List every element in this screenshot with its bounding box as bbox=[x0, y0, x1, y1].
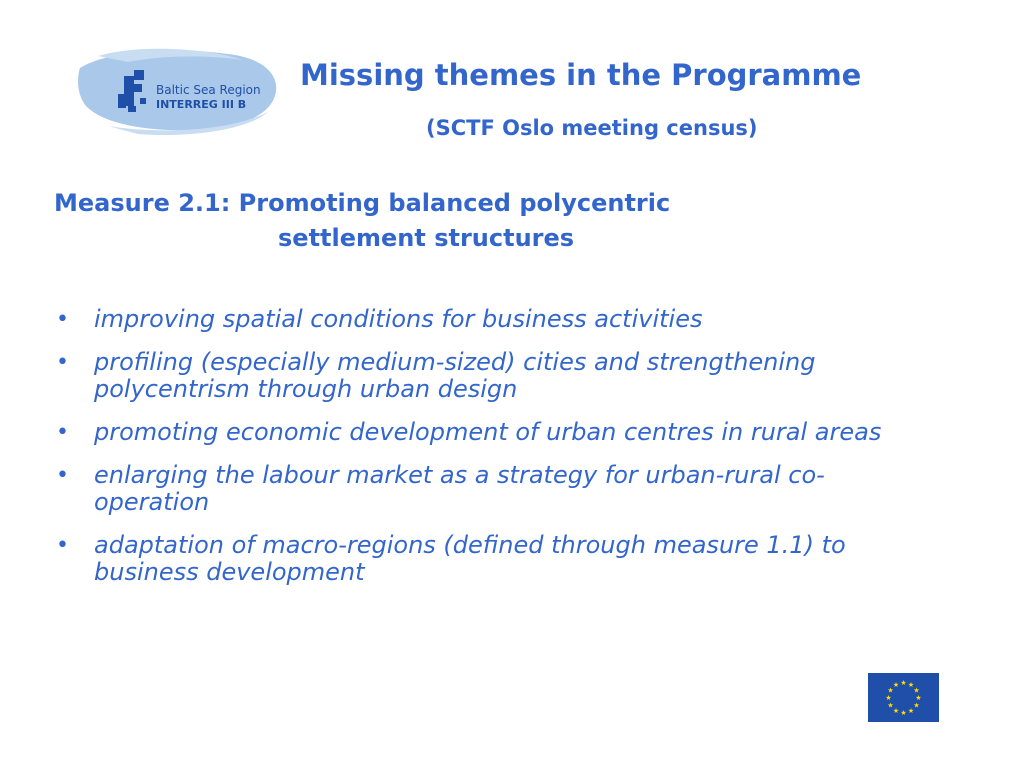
list-item bbox=[54, 349, 934, 403]
list-item-text: enlarging the labour market as a strategy for urban-rural co-operation bbox=[94, 461, 825, 516]
list-item bbox=[54, 419, 934, 446]
bullet-icon: • bbox=[56, 307, 69, 332]
list-item-text: adaptation of macro-regions (defined through measure 1.1) to business development bbox=[94, 531, 846, 586]
logo-text-line2: INTERREG III B bbox=[156, 98, 247, 111]
eu-star-icon: ★ bbox=[887, 686, 894, 695]
bullet-icon: • bbox=[56, 350, 69, 375]
eu-star-icon: ★ bbox=[900, 709, 907, 717]
eu-star-icon: ★ bbox=[887, 701, 894, 710]
baltic-sea-region-logo bbox=[78, 46, 283, 136]
eu-star-icon: ★ bbox=[913, 686, 920, 695]
eu-star-icon: ★ bbox=[907, 681, 915, 690]
eu-flag-icon bbox=[868, 673, 939, 722]
measure-heading bbox=[54, 186, 814, 256]
baltic-sea-region-logo-graphic bbox=[78, 46, 283, 136]
list-item-text: profiling (especially medium-sized) cities and strengthening polycentrism through urban design bbox=[94, 348, 816, 403]
list-item bbox=[54, 532, 934, 586]
list-item bbox=[54, 306, 934, 333]
list-item-text: promoting economic development of urban centres in rural areas bbox=[94, 418, 882, 446]
logo-text-line1: Baltic Sea Region bbox=[156, 83, 261, 97]
bullet-icon: • bbox=[56, 463, 69, 488]
list-item bbox=[54, 462, 934, 516]
measure-heading-line2: settlement structures bbox=[278, 224, 575, 252]
page-subtitle: (SCTF Oslo meeting census) bbox=[426, 116, 758, 140]
measure-heading-line1: Measure 2.1: Promoting balanced polycentric bbox=[54, 189, 671, 217]
page-title: Missing themes in the Programme bbox=[300, 58, 862, 92]
eu-star-icon: ★ bbox=[892, 706, 900, 715]
bullet-icon: • bbox=[56, 533, 69, 558]
eu-star-icon: ★ bbox=[907, 706, 915, 715]
eu-star-icon: ★ bbox=[885, 694, 892, 702]
bullet-icon: • bbox=[56, 420, 69, 445]
bullet-list bbox=[54, 306, 934, 602]
list-item-text: improving spatial conditions for business activities bbox=[94, 305, 703, 333]
eu-star-icon: ★ bbox=[892, 681, 900, 690]
eu-star-icon: ★ bbox=[913, 701, 920, 710]
eu-star-icon: ★ bbox=[915, 694, 922, 702]
eu-star-icon: ★ bbox=[900, 679, 907, 687]
